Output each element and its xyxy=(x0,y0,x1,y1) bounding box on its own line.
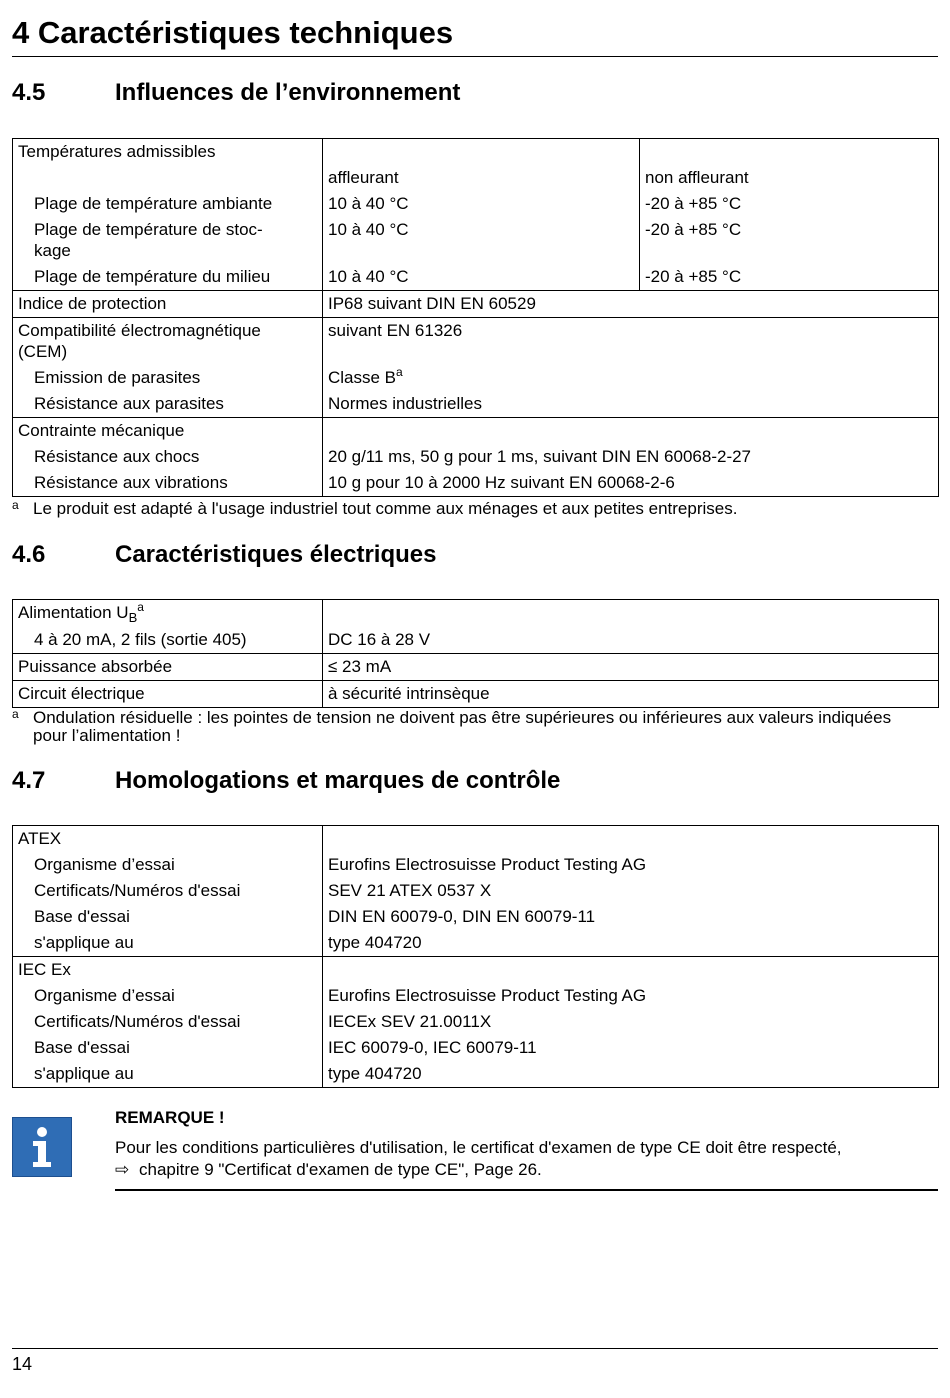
table-row xyxy=(13,600,939,628)
footnote-mark: a xyxy=(12,707,19,721)
table-row xyxy=(13,217,939,264)
table-row xyxy=(13,318,939,366)
footnote-ref: a xyxy=(137,600,144,614)
section-number: 4.5 xyxy=(12,79,46,106)
row-label: Indice de protection xyxy=(13,291,323,318)
row-label: Organisme d’essai xyxy=(13,983,323,1009)
column-header: affleurant xyxy=(323,165,640,191)
section-4-6-heading xyxy=(12,540,938,570)
row-label: Compatibilité électromagnétique (CEM) xyxy=(13,318,323,366)
group-header: IEC Ex xyxy=(13,957,323,984)
table-row xyxy=(13,1035,939,1061)
section-number: 4.7 xyxy=(12,767,46,794)
table-row xyxy=(13,365,939,391)
table-row xyxy=(13,291,939,318)
cell-value: IECEx SEV 21.0011X xyxy=(323,1009,939,1035)
table-row xyxy=(13,191,939,217)
table-row xyxy=(13,957,939,984)
cell-value: IP68 suivant DIN EN 60529 xyxy=(323,291,939,318)
footnote-text: Ondulation résiduelle : les pointes de tension ne doivent pas être supérieures ou inférieures aux valeurs indiquées pour l’alimentation ! xyxy=(33,708,892,745)
cell-value: -20 à +85 °C xyxy=(640,217,939,264)
chapter-title: 4 Caractéristiques techniques xyxy=(12,12,938,57)
table-row xyxy=(13,681,939,708)
cell-value: 10 g pour 10 à 2000 Hz suivant EN 60068-2-6 xyxy=(323,470,939,497)
table-row xyxy=(13,983,939,1009)
table-row xyxy=(13,1009,939,1035)
row-label: Plage de température du milieu xyxy=(13,264,323,291)
column-header: non affleurant xyxy=(640,165,939,191)
table-row xyxy=(13,904,939,930)
row-label: Certificats/Numéros d'essai xyxy=(13,1009,323,1035)
table-row xyxy=(13,852,939,878)
table-row xyxy=(13,418,939,445)
row-label: Plage de température de stoc- kage xyxy=(13,217,323,264)
electrical-table xyxy=(12,599,939,708)
footnote-mark: a xyxy=(12,498,19,512)
cell-value: type 404720 xyxy=(323,1061,939,1088)
cell-value: -20 à +85 °C xyxy=(640,264,939,291)
cell-value: -20 à +85 °C xyxy=(640,191,939,217)
row-label: s'applique au xyxy=(13,1061,323,1088)
table-row xyxy=(13,627,939,654)
section-title: Influences de l’environnement xyxy=(115,79,461,106)
row-label: 4 à 20 mA, 2 fils (sortie 405) xyxy=(13,627,323,654)
table-row xyxy=(13,165,939,191)
row-label: Alimentation $U_B^a$ xyxy=(13,600,323,628)
cell-value: Classe $B^a$ xyxy=(323,365,939,391)
row-label: Base d'essai xyxy=(13,904,323,930)
row-label: Résistance aux vibrations xyxy=(13,470,323,497)
section-4-5-heading xyxy=(12,78,938,108)
cell-value: Normes industrielles xyxy=(323,391,939,418)
table-row xyxy=(13,878,939,904)
arrow-right-icon: ⇨ xyxy=(115,1160,130,1179)
table-row xyxy=(13,470,939,497)
footnote-ref: a xyxy=(396,365,403,379)
group-header: ATEX xyxy=(13,826,323,853)
table-row xyxy=(13,930,939,957)
row-label: Contrainte mécanique xyxy=(13,418,323,445)
cell-value: à sécurité intrinsèque xyxy=(323,681,939,708)
row-label: Base d'essai xyxy=(13,1035,323,1061)
environment-table xyxy=(12,138,939,497)
info-icon xyxy=(12,1117,72,1177)
row-label: Résistance aux chocs xyxy=(13,444,323,470)
footer-divider xyxy=(12,1348,938,1349)
note-text: Pour les conditions particulières d'utilisation, le certificat d'examen de type CE doit être respecté, ⇨ chapitre 9 "Certificat d'examen de type CE", Page 26. xyxy=(115,1137,938,1191)
cell-value: 20 g/11 ms, 50 g pour 1 ms, suivant DIN EN 60068-2-27 xyxy=(323,444,939,470)
cell-value: 10 à 40 °C xyxy=(323,191,640,217)
section-title: Caractéristiques électriques xyxy=(115,541,437,568)
table-row xyxy=(13,391,939,418)
row-label: Plage de température ambiante xyxy=(13,191,323,217)
row-label: Puissance absorbée xyxy=(13,654,323,681)
row-label: Températures admissibles xyxy=(13,139,323,166)
cell-value: Eurofins Electrosuisse Product Testing AG xyxy=(323,983,939,1009)
row-label: Organisme d’essai xyxy=(13,852,323,878)
table-row xyxy=(13,826,939,853)
cell-value: IEC 60079-0, IEC 60079-11 xyxy=(323,1035,939,1061)
cell-value: 10 à 40 °C xyxy=(323,217,640,264)
row-label: Résistance aux parasites xyxy=(13,391,323,418)
cell-value: SEV 21 ATEX 0537 X xyxy=(323,878,939,904)
chapter-reference-link[interactable]: chapitre 9 "Certificat d'examen de type CE", Page 26. xyxy=(139,1160,542,1179)
table-row xyxy=(13,444,939,470)
cell-value: ≤ 23 mA xyxy=(323,654,939,681)
footnote xyxy=(12,709,942,745)
row-label: Circuit électrique xyxy=(13,681,323,708)
table-row xyxy=(13,1061,939,1088)
footnote xyxy=(12,500,942,518)
approvals-table xyxy=(12,825,939,1088)
row-label: Emission de parasites xyxy=(13,365,323,391)
row-label: s'applique au xyxy=(13,930,323,957)
cell-value: Eurofins Electrosuisse Product Testing AG xyxy=(323,852,939,878)
cell-value: 10 à 40 °C xyxy=(323,264,640,291)
cell-value: type 404720 xyxy=(323,930,939,957)
section-title: Homologations et marques de contrôle xyxy=(115,767,561,794)
footnote-text: Le produit est adapté à l'usage industriel tout comme aux ménages et aux petites entreprises. xyxy=(33,499,738,518)
section-4-7-heading xyxy=(12,766,938,796)
cell-value: suivant EN 61326 xyxy=(323,318,939,366)
table-row xyxy=(13,264,939,291)
table-row xyxy=(13,654,939,681)
cell-value: DC 16 à 28 V xyxy=(323,627,939,654)
section-number: 4.6 xyxy=(12,541,46,568)
row-label: Certificats/Numéros d'essai xyxy=(13,878,323,904)
cell-value: DIN EN 60079-0, DIN EN 60079-11 xyxy=(323,904,939,930)
table-row xyxy=(13,139,939,166)
page-number: 14 xyxy=(12,1354,33,1374)
note-title: REMARQUE ! xyxy=(115,1108,225,1127)
